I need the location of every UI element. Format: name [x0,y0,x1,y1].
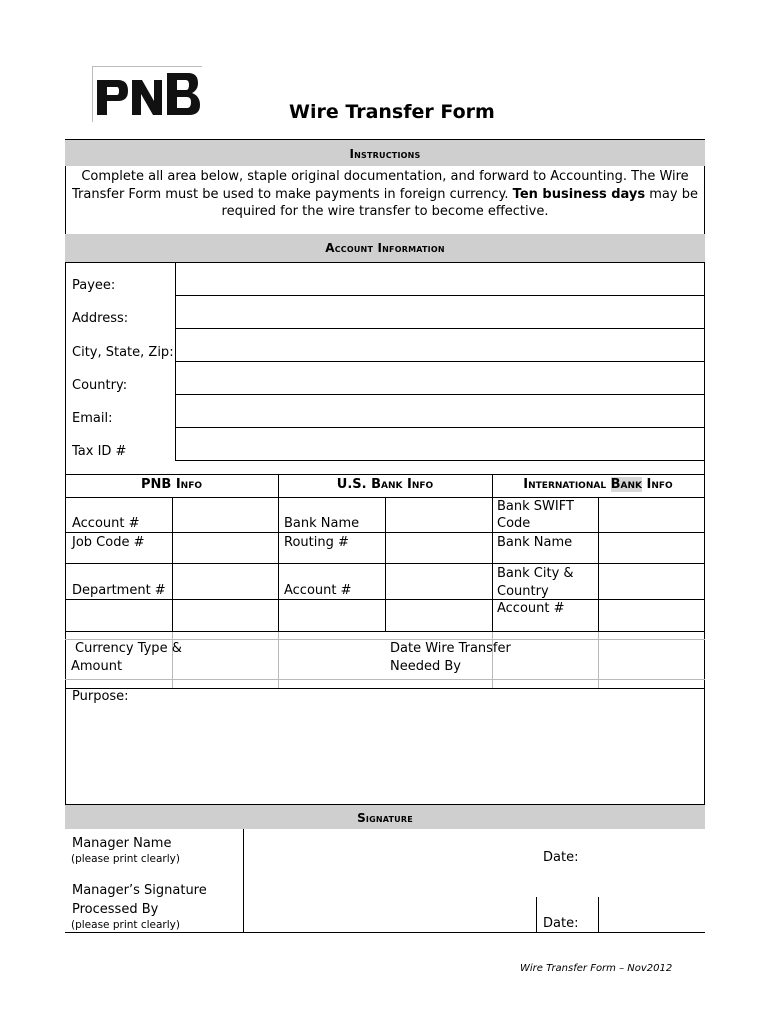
grid-line [175,394,705,395]
processed-date-field[interactable] [600,899,703,931]
manager-signature-label: Manager’s Signature [72,883,207,898]
swift-code-field[interactable] [600,499,703,531]
manager-date-field[interactable] [600,840,703,870]
grid-line [172,497,173,632]
currency-label-line1: Currency Type & [75,641,182,656]
intl-header-word2: Bank [610,477,642,492]
frame-left-border [65,262,66,804]
pnb-account-label: Account # [72,516,140,531]
grid-line [175,427,705,428]
intl-account-field[interactable] [600,601,703,630]
currency-amount-field[interactable] [174,641,384,678]
intl-bank-name-label: Bank Name [497,535,573,550]
payee-field[interactable] [177,264,702,294]
intl-account-label: Account # [497,601,565,616]
manager-name-field[interactable] [245,831,535,871]
pnb-account-field[interactable] [174,499,277,531]
print-clearly-note-2: (please print clearly) [71,919,180,931]
grid-line [175,361,705,362]
instructions-text-part1: Complete all area below, staple original documentation, and forward to Accounting. The Wire Transfer Form must be used to make payments in foreign currency. [72,169,689,202]
us-bank-name-label: Bank Name [284,516,360,531]
bank-city-country-label-line2: Country [497,584,549,599]
tax-id-label: Tax ID # [72,444,127,459]
department-label: Department # [72,583,166,598]
grid-line [175,295,705,296]
country-label: Country: [72,378,128,393]
date-needed-label-line2: Needed By [390,659,461,674]
purpose-field[interactable] [67,708,703,802]
routing-label: Routing # [284,535,349,550]
manager-signature-field[interactable] [245,874,535,896]
grid-line [65,474,705,475]
grid-line [65,679,705,680]
intl-header-word1: International [523,477,607,492]
city-state-zip-field[interactable] [177,330,702,360]
department-field[interactable] [174,565,277,598]
purpose-label: Purpose: [72,689,129,704]
manager-name-label: Manager Name [72,836,172,851]
grid-line [492,474,493,632]
date-needed-label-line1: Date Wire Transfer [390,641,511,656]
instructions-text-part2: may be required for the wire transfer to become effective. [221,186,698,219]
us-account-label: Account # [284,583,352,598]
instructions-text-bold: Ten business days [512,186,646,202]
footer-form-version: Wire Transfer Form – Nov2012 [520,963,673,974]
address-field[interactable] [177,297,702,327]
payee-label: Payee: [72,278,116,293]
email-label: Email: [72,411,113,426]
processed-by-label: Processed By [72,902,159,917]
us-account-field[interactable] [387,565,491,598]
swift-label-line1: Bank SWIFT [497,499,574,514]
grid-line [65,932,705,933]
print-clearly-note: (please print clearly) [71,853,180,865]
form-title: Wire Transfer Form [289,101,495,123]
grid-line [175,262,176,460]
pnb-logo-graphic [92,66,202,122]
tax-id-field[interactable] [177,429,702,459]
bank-city-country-field[interactable] [600,565,703,598]
intl-header-word3: Info [646,477,673,492]
pnb-logo [92,66,202,122]
city-state-zip-label: City, State, Zip: [72,345,174,360]
frame-right-border [704,262,705,804]
job-code-label: Job Code # [72,535,145,550]
grid-line [65,262,705,263]
date-needed-field[interactable] [510,641,702,678]
us-bank-info-header: U.S. Bank Info [336,477,434,492]
intl-bank-name-field[interactable] [600,534,703,562]
signature-header: Signature [65,805,705,829]
routing-field[interactable] [387,534,491,562]
us-bank-name-field[interactable] [387,499,491,531]
grid-line [278,474,279,632]
currency-label-line2: Amount [71,659,123,674]
instructions-text [66,168,704,221]
grid-line [598,497,599,632]
grid-line [385,497,386,632]
country-field[interactable] [177,363,702,393]
manager-date-label: Date: [543,850,579,865]
grid-line [175,328,705,329]
pnb-info-header: PNB Info [140,477,202,492]
grid-line [65,688,705,689]
grid-line [175,460,705,461]
email-field[interactable] [177,396,702,426]
intl-bank-info-header [492,477,704,492]
bank-city-country-label-line1: Bank City & [497,566,574,581]
grid-line [243,829,244,933]
grid-line [598,897,599,933]
swift-label-line2: Code [497,516,531,531]
instructions-header: Instructions [65,140,705,166]
processed-date-label: Date: [543,916,579,931]
processed-by-field[interactable] [245,899,535,931]
grid-line [65,639,705,640]
address-label: Address: [72,311,129,326]
grid-line [536,897,537,933]
account-info-header: Account Information [65,234,705,262]
job-code-field[interactable] [174,534,277,562]
